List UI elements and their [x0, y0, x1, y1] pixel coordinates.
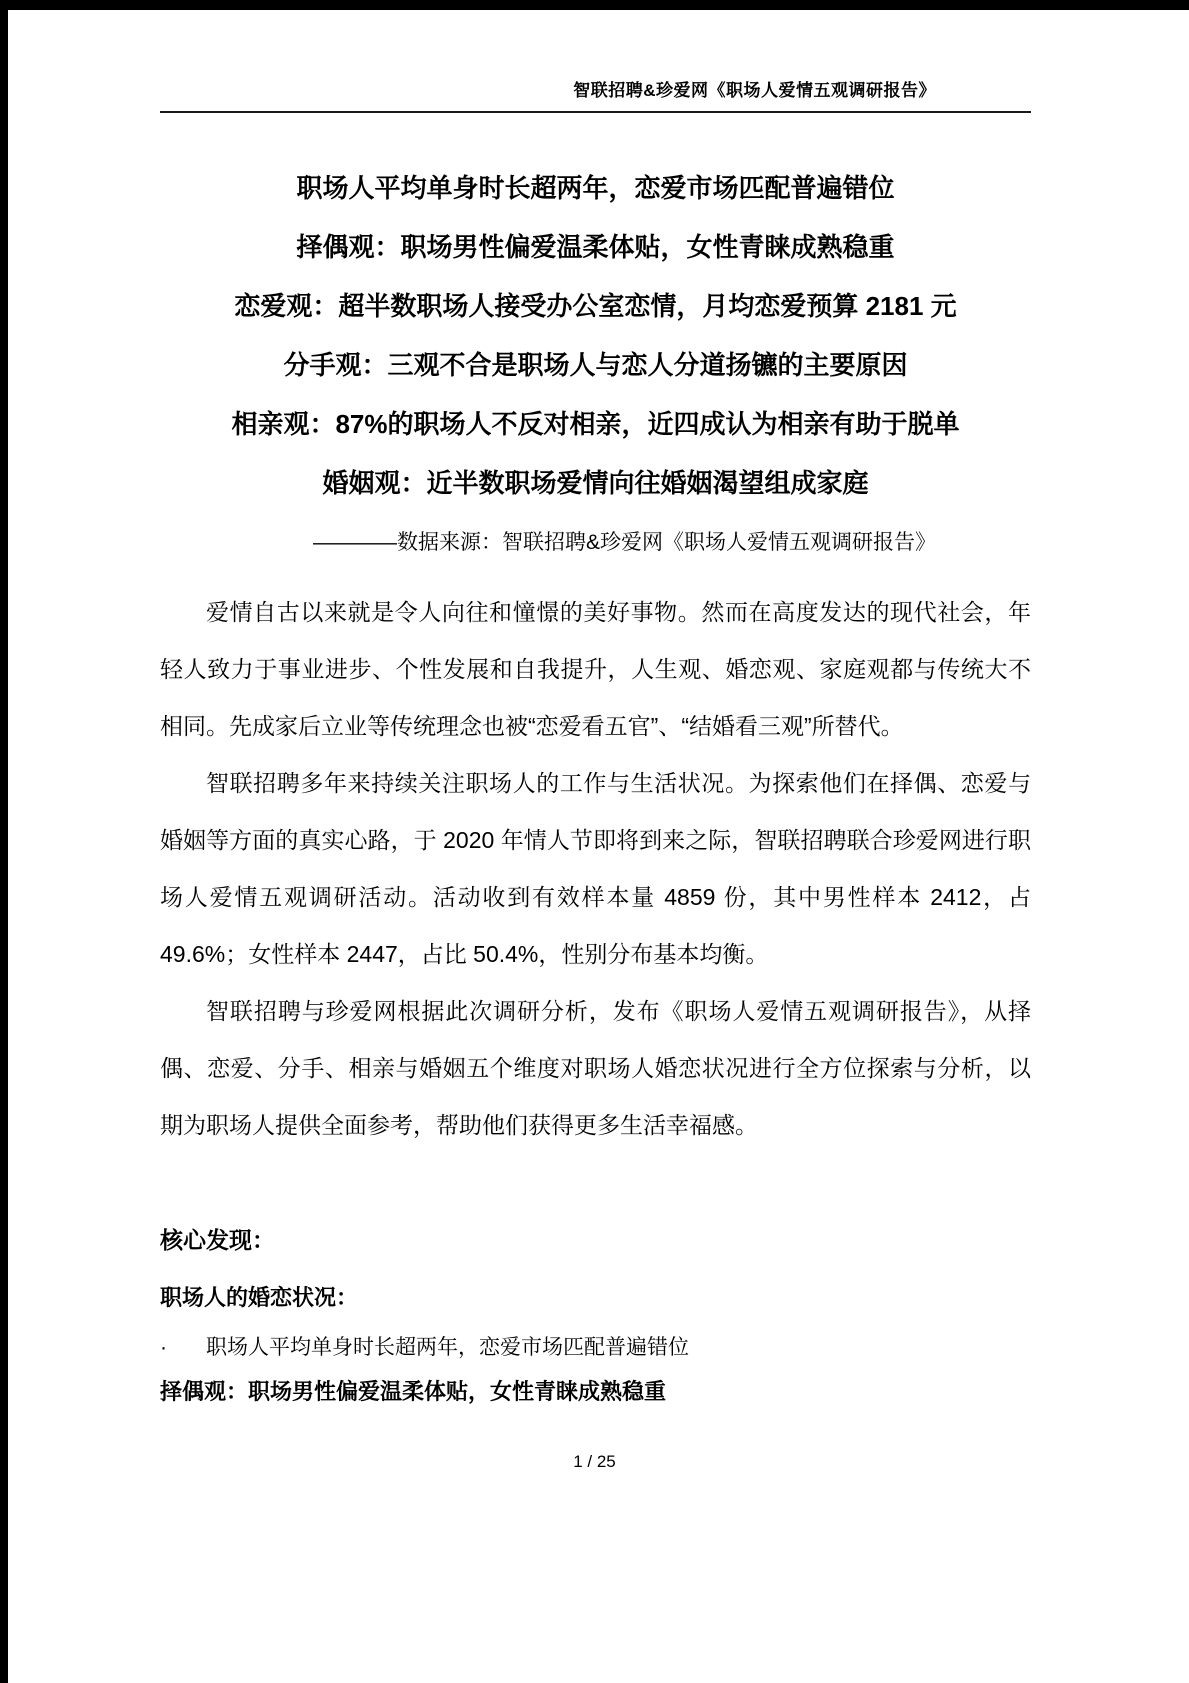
finding-bullet-item [160, 1326, 1031, 1370]
page-indicator: 1 / 25 [573, 1452, 616, 1471]
headline-blind-date-view: 相亲观：87%的职场人不反对相亲，近四成认为相亲有助于脱单 [231, 409, 960, 439]
body-paragraph: 智联招聘与珍爱网根据此次调研分析，发布《职场人爱情五观调研报告》，从择偶、恋爱、分手、相亲与婚姻五个维度对职场人婚恋状况进行全方位探索与分析，以期为职场人提供全面参考，帮助他们获得更多生活幸福感。 [160, 998, 1031, 1138]
body-paragraph: 智联招聘多年来持续关注职场人的工作与生活状况。为探索他们在择偶、恋爱与婚姻等方面的真实心路，于 2020 年情人节即将到来之际，智联招聘联合珍爱网进行职场人爱情五观调研活动。活动收到有效样本量 4859 份，其中男性样本 2412，占 49.6%；女性样本 2447，占比 50.4%，性别分布基本均衡。 [160, 770, 1031, 967]
page-number [0, 1452, 1189, 1472]
headline-love-view: 恋爱观：超半数职场人接受办公室恋情，月均恋爱预算 2181 元 [234, 291, 957, 321]
headline-breakup-view: 分手观：三观不合是职场人与恋人分道扬镳的主要原因 [283, 350, 908, 380]
finding-bullet-text: 职场人平均单身时长超两年，恋爱市场匹配普遍错位 [206, 1336, 689, 1359]
body-paragraph: 爱情自古以来就是令人向往和憧憬的美好事物。然而在高度发达的现代社会，年轻人致力于事业进步、个性发展和自我提升，人生观、婚恋观、家庭观都与传统大不相同。先成家后立业等传统理念也被“恋爱看五官”、“结婚看三观”所替代。 [160, 599, 1031, 739]
header-title: 智联招聘&珍爱网《职场人爱情五观调研报告》 [160, 76, 1031, 113]
mate-selection-subheading: 择偶观：职场男性偏爱温柔体贴，女性青睐成熟稳重 [160, 1379, 667, 1404]
marriage-status-subheading: 职场人的婚恋状况： [160, 1285, 359, 1310]
headline-single-duration: 职场人平均单身时长超两年，恋爱市场匹配普遍错位 [296, 173, 895, 203]
key-findings-section [160, 1212, 1031, 1414]
document-header [160, 0, 1031, 113]
body-text-block [160, 584, 1031, 1154]
bullet-marker: · [160, 1336, 167, 1359]
headline-marriage-view: 婚姻观：近半数职场爱情向往婚姻渴望组成家庭 [322, 468, 869, 498]
source-attribution: ————数据来源：智联招聘&珍爱网《职场人爱情五观调研报告》 [312, 531, 936, 554]
headline-block [160, 159, 1031, 572]
key-findings-heading: 核心发现： [160, 1227, 275, 1253]
headline-mate-selection: 择偶观：职场男性偏爱温柔体贴，女性青睐成熟稳重 [296, 232, 895, 262]
